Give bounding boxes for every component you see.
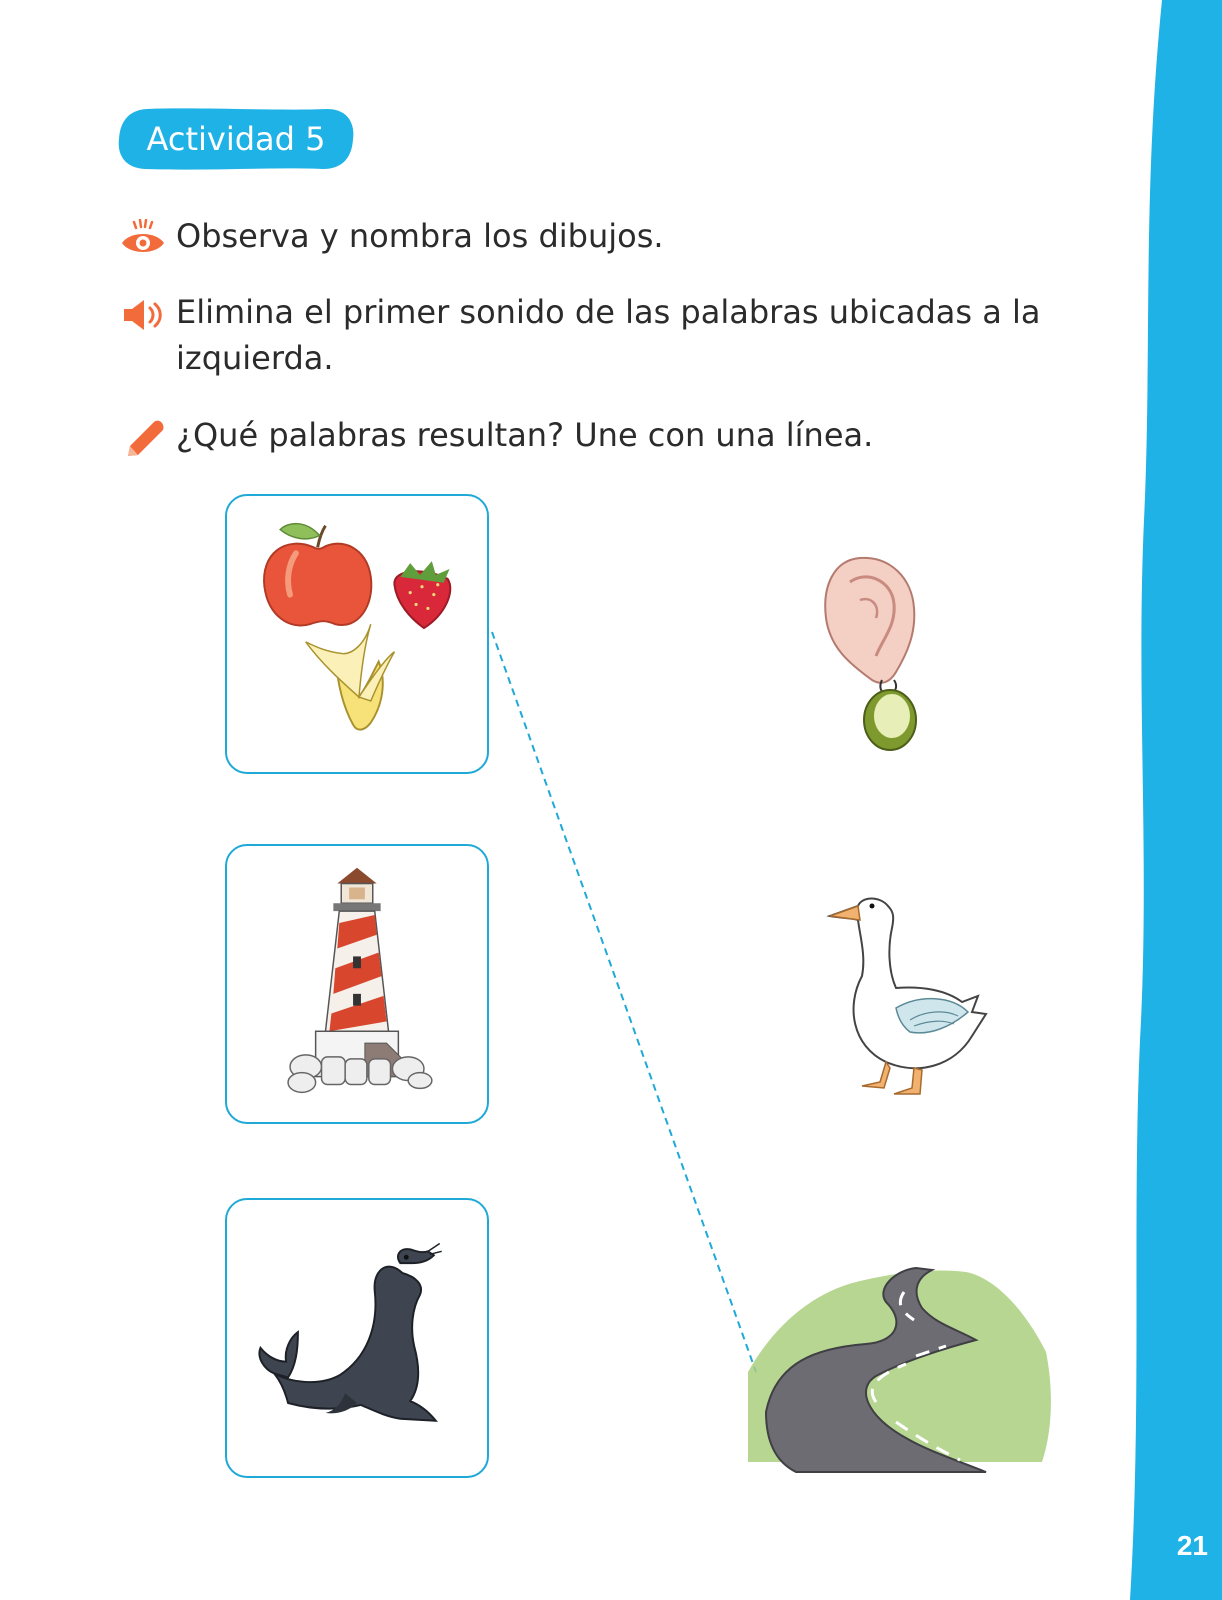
fruits-illustration [227, 496, 487, 772]
instruction-text: Observa y nombra los dibujos. [176, 217, 664, 255]
instruction-listen [120, 289, 1050, 381]
activity-badge [117, 107, 355, 171]
picture-road[interactable] [736, 1252, 1062, 1480]
lighthouse-illustration [227, 846, 487, 1122]
card-lighthouse[interactable] [225, 844, 489, 1124]
card-fruits[interactable] [225, 494, 489, 774]
sea-lion-illustration [227, 1200, 487, 1476]
side-decoration-band [1122, 0, 1222, 1600]
instruction-text: Elimina el primer sonido de las palabras ubicadas a la izquierda. [176, 293, 1041, 377]
picture-goose[interactable] [826, 876, 990, 1100]
activity-title: Actividad 5 [146, 120, 326, 158]
instruction-write [120, 412, 1050, 458]
speaker-icon [120, 295, 166, 335]
instruction-observe [120, 213, 1050, 259]
road-illustration [736, 1252, 1062, 1480]
picture-ear[interactable] [820, 552, 936, 764]
card-sea-lion[interactable] [225, 1198, 489, 1478]
pencil-icon [120, 418, 166, 458]
eye-icon [120, 219, 166, 259]
page-number: 21 [1176, 1530, 1208, 1561]
instruction-text: ¿Qué palabras resultan? Une con una línea. [176, 416, 874, 454]
goose-illustration [826, 876, 990, 1100]
ear-with-earring-illustration [820, 552, 936, 764]
